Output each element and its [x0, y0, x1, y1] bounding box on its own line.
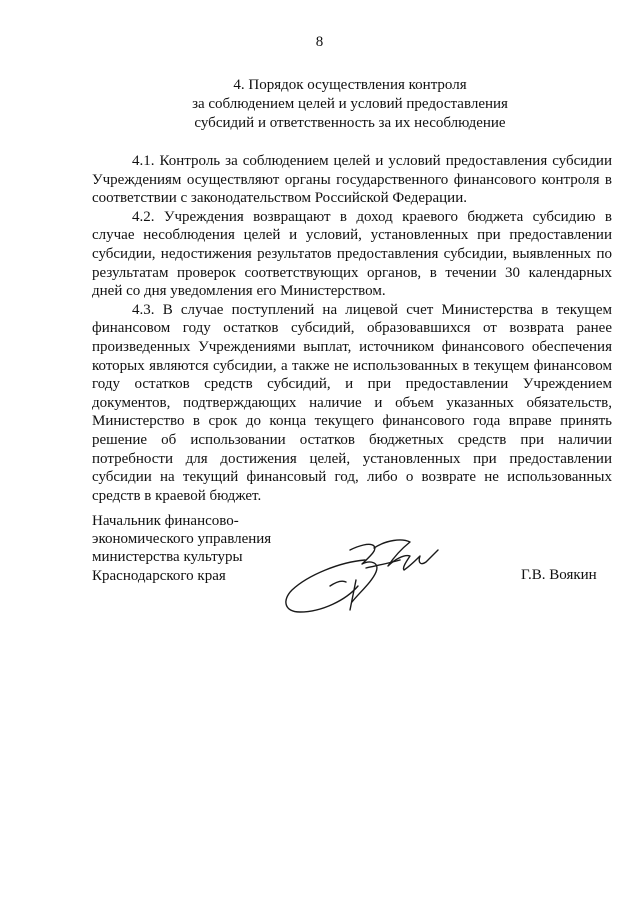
signer-name: Г.В. Воякин — [521, 567, 597, 583]
section-heading-line: 4. Порядок осуществления контроля — [233, 77, 467, 93]
handwritten-signature-icon — [270, 520, 460, 620]
section-heading-line: за соблюдением целей и условий предоставления — [192, 96, 508, 112]
paragraph-4-1: 4.1. Контроль за соблюдением целей и условий предоставления субсидии Учреждениям осуществляют органы государственного финансового контроля в соответствии с законодательством Российской Федерации. — [92, 153, 612, 207]
signatory-title-line: Краснодарского края — [92, 567, 226, 584]
paragraph-4-3: 4.3. В случае поступлений на лицевой счет Министерства в текущем финансовом году остатков субсидий, образовавшихся от возврата ранее произведенных Учреждениями выплат, источником финансового обеспечения которых являются субсидии, а также не использованных в текущем финансовом году остатков средств субсидий, и при предоставлении Учреждением документов, подтверждающих наличие и объем указанных обязательств, Министерство в срок до конца текущего финансового года вправе принять решение об использовании остатков бюджетных средств при наличии потребности для достижения целей, установленных при предоставлении субсидии на текущий финансовый год, либо о возврате не использованных средств в краевой бюджет. — [92, 301, 612, 504]
page-number: 8 — [315, 34, 324, 50]
signatory-title — [92, 512, 271, 585]
paragraph-4-2: 4.2. Учреждения возвращают в доход краевого бюджета субсидию в случае несоблюдения целей и условий, установленных при предоставлении субсидии, недостижения результатов предоставления субсидии, выявленных по результатам проверок соответствующих органов, в течении 30 календарных дней со дня уведомления его Министерством. — [92, 208, 612, 300]
section-heading-line: субсидий и ответственность за их несоблюдение — [194, 115, 506, 131]
signatory-title-line: министерства культуры — [92, 549, 243, 566]
document-body — [92, 152, 612, 505]
signatory-title-line: экономического управления — [92, 531, 272, 548]
section-heading — [150, 76, 550, 133]
signatory-title-line: Начальник финансово- — [92, 513, 239, 529]
